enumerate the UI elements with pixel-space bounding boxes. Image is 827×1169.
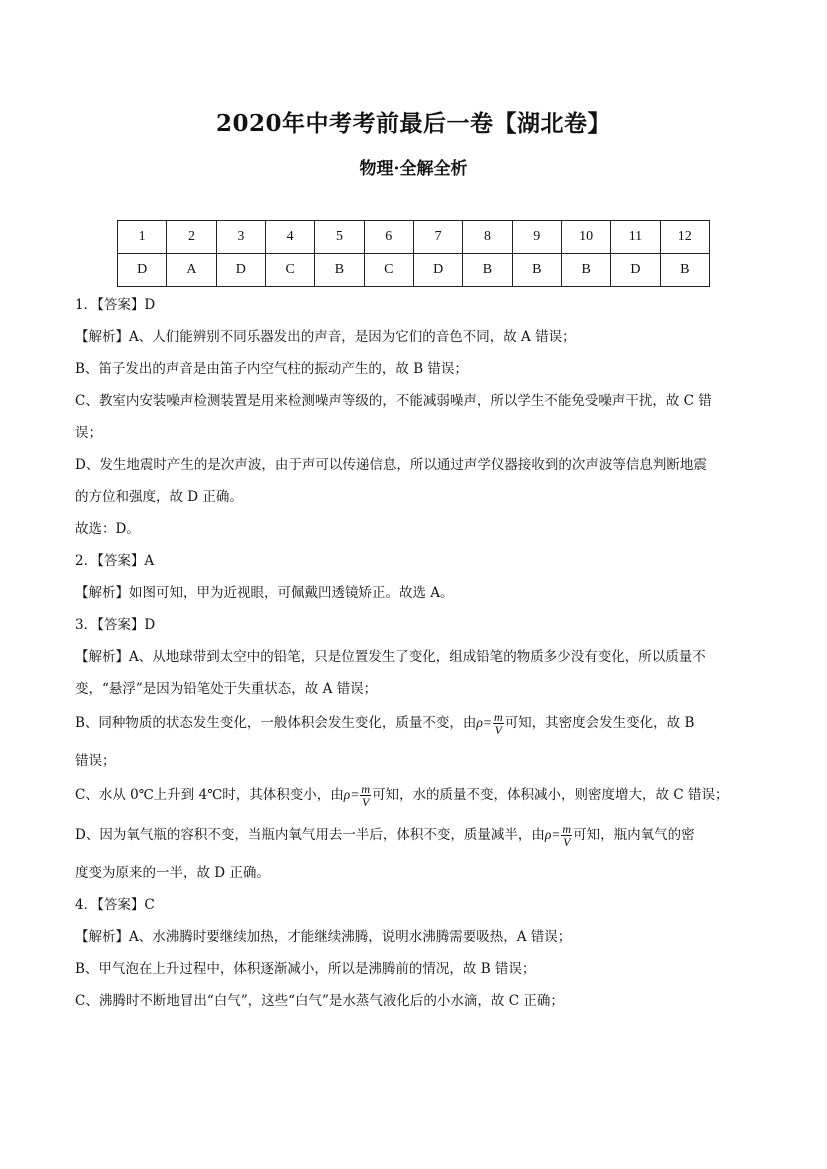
answer-table-number-row (118, 221, 710, 254)
q1-analysis-line: 误； (75, 425, 102, 441)
q1-analysis-line: 的方位和强度，故 D 正确。 (75, 489, 243, 505)
density-symbol: ρ= (476, 715, 493, 730)
density-fraction (493, 711, 504, 736)
q3-analysis-line-c (75, 782, 775, 822)
density-symbol: ρ= (544, 827, 561, 842)
fraction-denominator: V (494, 723, 503, 737)
q1-analysis-line: B、笛子发出的声音是由笛子内空气柱的振动产生的，故 B 错误； (75, 361, 468, 377)
question-number-cell: 3 (216, 221, 265, 254)
answer-table-answer-row (118, 254, 710, 287)
question-number-cell: 11 (611, 221, 660, 254)
page-title: 2020年中考考前最后一卷【湖北卷】 (215, 110, 611, 137)
fraction-numerator: m (361, 782, 371, 796)
answer-cell: B (315, 254, 364, 287)
question-number-cell: 8 (463, 221, 512, 254)
answer-cell: D (611, 254, 660, 287)
q4-analysis-line: C、沸腾时不断地冒出“白气”，这些“白气”是水蒸气液化后的小水滴，故 C 正确； (75, 993, 564, 1009)
answer-cell: A (167, 254, 216, 287)
solutions-body (75, 294, 775, 1022)
q3-text: 可知，其密度会发生变化，故 B (504, 715, 695, 731)
answer-cell: D (413, 254, 462, 287)
q2-answer-heading: 2．【答案】A (75, 553, 155, 569)
page-subtitle: 物理·全解全析 (359, 159, 468, 179)
q1-analysis-line: 【解析】A、人们能辨别不同乐器发出的声音，是因为它们的音色不同，故 A 错误； (75, 329, 576, 345)
density-fraction (561, 823, 572, 848)
answer-cell: B (463, 254, 512, 287)
answer-cell: B (660, 254, 709, 287)
question-number-cell: 7 (413, 221, 462, 254)
density-fraction (360, 783, 371, 808)
answer-cell: D (118, 254, 167, 287)
q3-text: B、同种物质的状态发生变化，一般体积会发生变化，质量不变，由 (75, 715, 477, 731)
q3-analysis-line-b (75, 710, 775, 750)
question-number-cell: 6 (364, 221, 413, 254)
q3-text: D、因为氧气瓶的容积不变，当瓶内氧气用去一半后，体积不变，质量减半，由 (75, 827, 545, 843)
q3-analysis-line: 度变为原来的一半，故 D 正确。 (75, 865, 270, 881)
fraction-denominator: V (563, 835, 571, 849)
question-number-cell: 12 (660, 221, 709, 254)
q1-conclusion: 故选：D。 (75, 521, 140, 537)
answer-table (117, 220, 710, 287)
q3-answer-heading: 3．【答案】D (75, 617, 156, 633)
answer-cell: B (561, 254, 610, 287)
question-number-cell: 4 (265, 221, 314, 254)
q3-analysis-line: 【解析】A、从地球带到太空中的铅笔，只是位置发生了变化，组成铅笔的物质多少没有变化，所以质量不 (75, 649, 706, 665)
fraction-numerator: m (494, 710, 503, 724)
q4-analysis-line: 【解析】A、水沸腾时要继续加热，才能继续沸腾，说明水沸腾需要吸热，A 错误； (75, 929, 572, 945)
q1-analysis-line: D、发生地震时产生的是次声波，由于声可以传递信息，所以通过声学仪器接收到的次声波等信息判断地震 (75, 457, 707, 473)
q4-analysis-line: B、甲气泡在上升过程中，体积逐渐减小，所以是沸腾前的情况，故 B 错误； (75, 961, 536, 977)
q4-answer-heading: 4．【答案】C (75, 897, 155, 913)
q3-analysis-line: 错误； (75, 753, 116, 769)
q3-analysis-line: 变，“悬浮”是因为铅笔处于失重状态，故 A 错误； (75, 681, 378, 697)
q3-text: C、水从 0℃上升到 4℃时，其体积变小，由 (75, 787, 344, 803)
q1-analysis-line: C、教室内安装噪声检测装置是用来检测噪声等级的，不能减弱噪声，所以学生不能免受噪声干扰，故 C 错 (75, 393, 712, 409)
answer-cell: C (364, 254, 413, 287)
q3-text: 可知，水的质量不变，体积减小，则密度增大，故 C 错误； (372, 787, 729, 803)
answer-cell: B (512, 254, 561, 287)
fraction-denominator: V (362, 795, 370, 809)
answer-cell: C (265, 254, 314, 287)
question-number-cell: 5 (315, 221, 364, 254)
fraction-numerator: m (562, 822, 572, 836)
question-number-cell: 9 (512, 221, 561, 254)
question-number-cell: 2 (167, 221, 216, 254)
q2-analysis-line: 【解析】如图可知，甲为近视眼，可佩戴凹透镜矫正。故选 A。 (75, 585, 454, 601)
question-number-cell: 1 (118, 221, 167, 254)
q1-answer-heading: 1．【答案】D (75, 297, 156, 313)
q3-text: 可知，瓶内氧气的密 (573, 827, 695, 843)
answer-cell: D (216, 254, 265, 287)
question-number-cell: 10 (561, 221, 610, 254)
q3-analysis-line-d (75, 822, 775, 862)
density-symbol: ρ= (343, 787, 360, 802)
